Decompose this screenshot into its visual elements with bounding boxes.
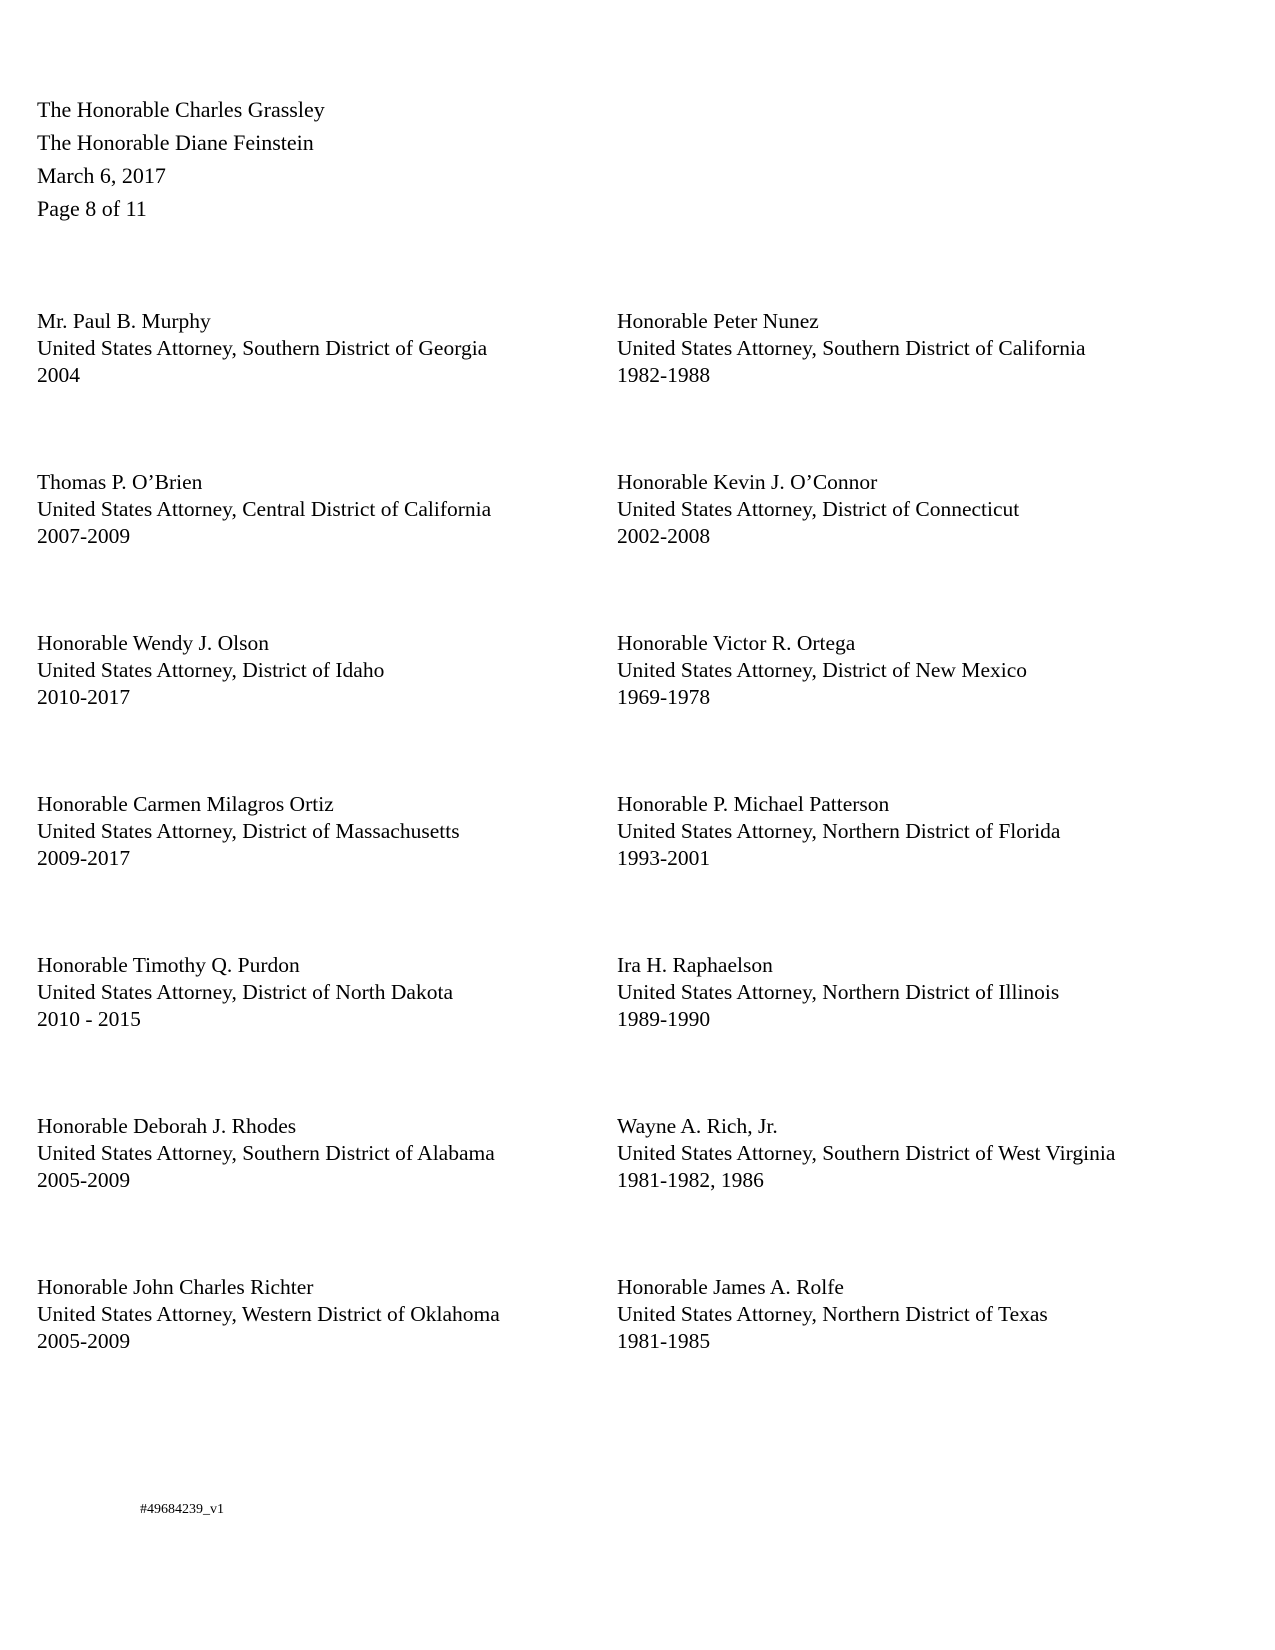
header-recipient-1: The Honorable Charles Grassley — [37, 97, 325, 122]
attorney-list — [37, 308, 1255, 1435]
attorney-name: Honorable Victor R. Ortega — [617, 631, 856, 655]
attorney-years: 2004 — [37, 363, 80, 387]
attorney-years: 2005-2009 — [37, 1168, 131, 1192]
attorney-years: 2005-2009 — [37, 1329, 131, 1353]
attorney-years: 2010 - 2015 — [37, 1007, 141, 1031]
attorney-entry — [617, 1274, 1255, 1435]
document-id: #49684239_v1 — [140, 1502, 224, 1517]
attorney-name: Honorable John Charles Richter — [37, 1275, 314, 1299]
attorney-title: United States Attorney, District of New Mexico — [617, 658, 1028, 682]
attorney-entry — [37, 791, 617, 952]
attorney-entry — [617, 630, 1255, 791]
attorney-title: United States Attorney, Northern District of Texas — [617, 1302, 1048, 1326]
attorney-title: United States Attorney, Western District of Oklahoma — [37, 1302, 500, 1326]
attorney-title: United States Attorney, Southern District of West Virginia — [617, 1141, 1116, 1165]
attorney-entry — [617, 1113, 1255, 1274]
header-page-number: Page 8 of 11 — [37, 196, 147, 221]
attorney-years: 2010-2017 — [37, 685, 131, 709]
header-recipient-2: The Honorable Diane Feinstein — [37, 130, 314, 155]
attorney-title: United States Attorney, Central District of California — [37, 497, 492, 521]
attorney-years: 1982-1988 — [617, 363, 711, 387]
left-column — [37, 308, 617, 1435]
attorney-entry — [37, 1113, 617, 1274]
right-column — [617, 308, 1255, 1435]
attorney-entry — [37, 469, 617, 630]
attorney-name: Honorable P. Michael Patterson — [617, 792, 890, 816]
attorney-name: Honorable Kevin J. O’Connor — [617, 470, 878, 494]
attorney-title: United States Attorney, District of Idaho — [37, 658, 385, 682]
header-date: March 6, 2017 — [37, 163, 166, 188]
attorney-entry — [37, 1274, 617, 1435]
attorney-name: Honorable Peter Nunez — [617, 309, 819, 333]
attorney-years: 1993-2001 — [617, 846, 711, 870]
attorney-entry — [37, 630, 617, 791]
attorney-name: Honorable Wendy J. Olson — [37, 631, 269, 655]
attorney-years: 1989-1990 — [617, 1007, 711, 1031]
attorney-entry — [617, 469, 1255, 630]
attorney-entry — [37, 308, 617, 469]
attorney-years: 2007-2009 — [37, 524, 131, 548]
attorney-entry — [617, 791, 1255, 952]
attorney-title: United States Attorney, Southern District of California — [617, 336, 1086, 360]
attorney-title: United States Attorney, District of Massachusetts — [37, 819, 460, 843]
attorney-name: Honorable Deborah J. Rhodes — [37, 1114, 297, 1138]
attorney-title: United States Attorney, Southern District of Georgia — [37, 336, 488, 360]
attorney-entry — [617, 952, 1255, 1113]
attorney-name: Mr. Paul B. Murphy — [37, 309, 211, 333]
letter-header — [37, 93, 325, 225]
attorney-years: 1969-1978 — [617, 685, 711, 709]
attorney-title: United States Attorney, Southern District of Alabama — [37, 1141, 495, 1165]
attorney-title: United States Attorney, District of North Dakota — [37, 980, 453, 1004]
attorney-name: Thomas P. O’Brien — [37, 470, 203, 494]
attorney-years: 2002-2008 — [617, 524, 711, 548]
attorney-entry — [37, 952, 617, 1113]
attorney-title: United States Attorney, Northern District of Illinois — [617, 980, 1060, 1004]
attorney-years: 1981-1985 — [617, 1329, 711, 1353]
attorney-name: Ira H. Raphaelson — [617, 953, 773, 977]
attorney-name: Honorable Carmen Milagros Ortiz — [37, 792, 334, 816]
attorney-entry — [617, 308, 1255, 469]
document-footer — [140, 1502, 224, 1518]
attorney-name: Honorable Timothy Q. Purdon — [37, 953, 300, 977]
attorney-years: 1981-1982, 1986 — [617, 1168, 764, 1192]
attorney-name: Wayne A. Rich, Jr. — [617, 1114, 778, 1138]
attorney-title: United States Attorney, Northern District of Florida — [617, 819, 1061, 843]
attorney-name: Honorable James A. Rolfe — [617, 1275, 844, 1299]
attorney-title: United States Attorney, District of Connecticut — [617, 497, 1020, 521]
attorney-years: 2009-2017 — [37, 846, 131, 870]
